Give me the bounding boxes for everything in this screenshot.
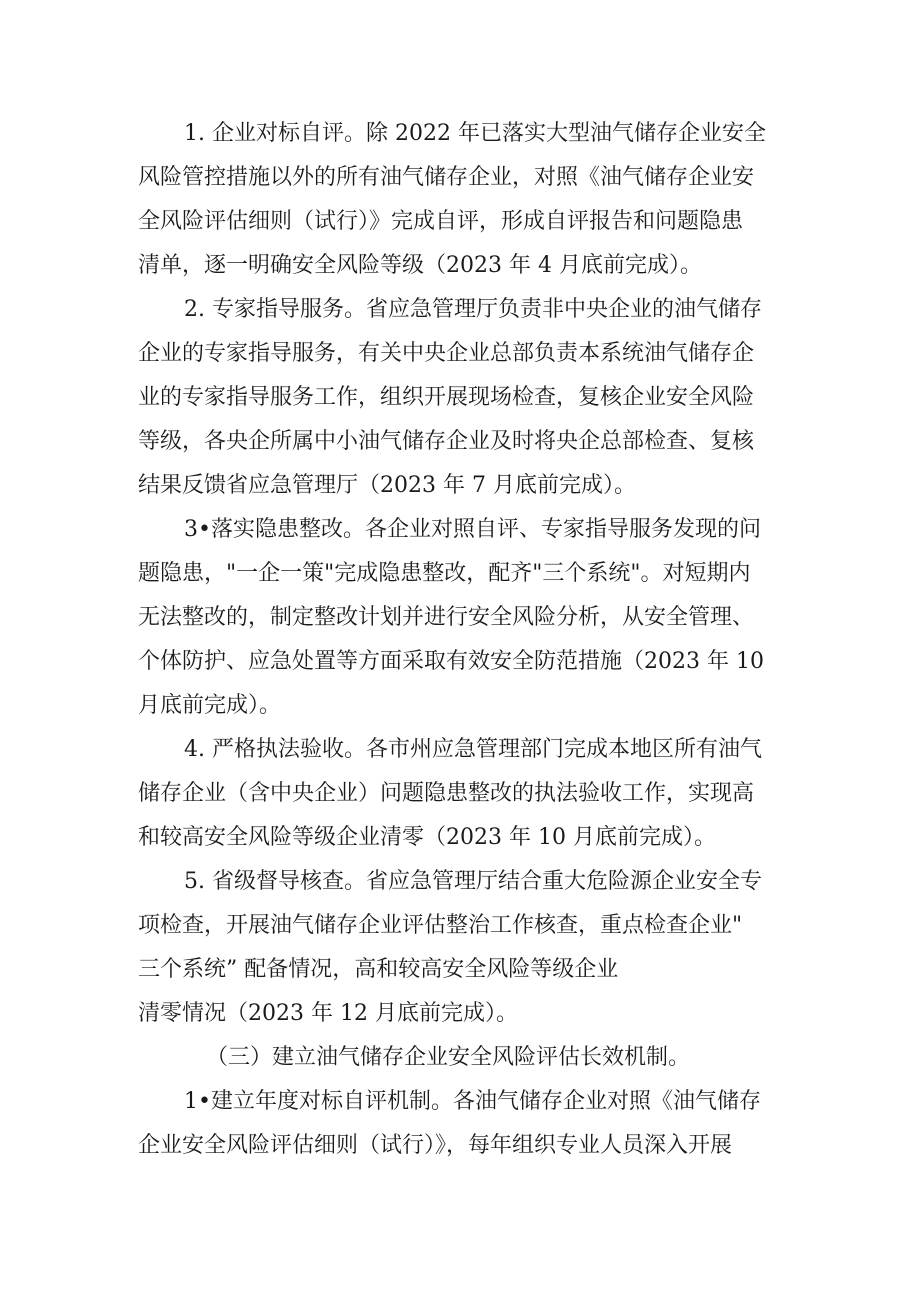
paragraph-6-line-2: 企业安全风险评估细则（试行）》，每年组织专业人员深入开展 bbox=[138, 1133, 733, 1158]
paragraph-1-line-4: 清单，逐一明确安全风险等级（2023 年 4 月底前完成）。 bbox=[138, 253, 702, 278]
paragraph-1-line-2: 风险管控措施以外的所有油气储存企业，对照《油气储存企业安 bbox=[138, 165, 755, 190]
paragraph-3-line-2: 题隐患，"一企一策"完成隐患整改，配齐"三个系统"。对短期内 bbox=[138, 561, 751, 586]
paragraph-6-line-1: 1•建立年度对标自评机制。各油气储存企业对照《油气储存 bbox=[184, 1089, 761, 1114]
paragraph-2-line-5: 结果反馈省应急管理厅（2023 年 7 月底前完成）。 bbox=[138, 473, 636, 498]
paragraph-2-line-1: 2. 专家指导服务。省应急管理厅负责非中央企业的油气储存 bbox=[184, 297, 762, 322]
paragraph-4-line-2: 储存企业（含中央企业）问题隐患整改的执法验收工作，实现高 bbox=[138, 781, 755, 806]
paragraph-5-line-3: 三个系统” 配备情况，高和较高安全风险等级企业 bbox=[138, 957, 619, 982]
section-heading: （三）建立油气储存企业安全风险评估长效机制。 bbox=[206, 1045, 691, 1070]
paragraph-2-line-4: 等级，各央企所属中小油气储存企业及时将央企总部检查、复核 bbox=[138, 429, 755, 454]
paragraph-5-line-1: 5. 省级督导核查。省应急管理厅结合重大危险源企业安全专 bbox=[184, 869, 762, 894]
paragraph-2-line-2: 企业的专家指导服务，有关中央企业总部负责本系统油气储存企 bbox=[138, 341, 755, 366]
paragraph-2-line-3: 业的专家指导服务工作，组织开展现场检查，复核企业安全风险 bbox=[138, 385, 755, 410]
paragraph-1-line-1: 1. 企业对标自评。除 2022 年已落实大型油气储存企业安全 bbox=[184, 121, 766, 146]
paragraph-4-line-1: 4. 严格执法验收。各市州应急管理部门完成本地区所有油气 bbox=[184, 737, 762, 762]
paragraph-3-line-5: 月底前完成）。 bbox=[138, 693, 282, 718]
paragraph-5-line-4: 清零情况（2023 年 12 月底前完成）。 bbox=[138, 1001, 518, 1026]
paragraph-4-line-3: 和较高安全风险等级企业清零（2023 年 10 月底前完成）。 bbox=[138, 825, 716, 850]
paragraph-3-line-1: 3•落实隐患整改。各企业对照自评、专家指导服务发现的问 bbox=[184, 517, 761, 542]
paragraph-5-line-2: 项检查，开展油气储存企业评估整治工作核查，重点检查企业" bbox=[138, 913, 743, 938]
paragraph-3-line-4: 个体防护、应急处置等方面采取有效安全防范措施（2023 年 10 bbox=[138, 649, 764, 674]
paragraph-3-line-3: 无法整改的，制定整改计划并进行安全风险分析，从安全管理、 bbox=[138, 605, 755, 630]
paragraph-1-line-3: 全风险评估细则（试行）》完成自评，形成自评报告和问题隐患 bbox=[138, 209, 744, 234]
